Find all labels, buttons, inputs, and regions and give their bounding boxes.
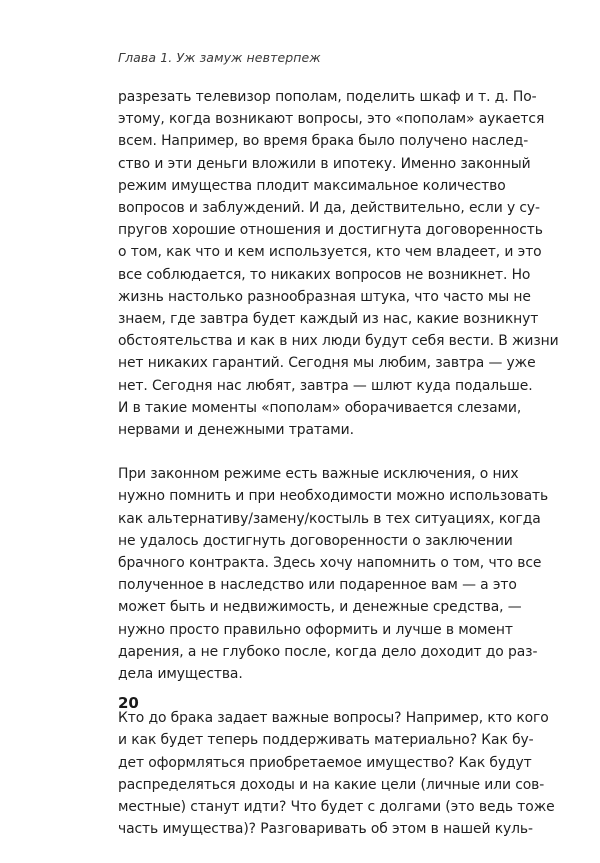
text-line: дарения, а не глубоко после, когда дело доходит до раз- (118, 643, 538, 660)
text-line: часть имущества)? Разговаривать об этом в нашей куль- (118, 821, 533, 838)
text-line: и как будет теперь поддерживать материально? Как бу- (118, 732, 534, 749)
text-line: как альтернативу/замену/костыль в тех ситуациях, когда (118, 510, 541, 527)
text-line: нет никаких гарантий. Сегодня мы любим, завтра — уже (118, 355, 536, 372)
text-line: нет. Сегодня нас любят, завтра — шлют куда подальше. (118, 377, 533, 394)
paragraph-1 (118, 86, 559, 441)
text-line: нервами и денежными тратами. (118, 422, 354, 439)
paragraph-2 (118, 463, 549, 685)
text-line: ство и эти деньги вложили в ипотеку. Именно законный (118, 155, 531, 172)
text-line: всем. Например, во время брака было получено наслед- (118, 133, 529, 150)
text-line: распределяться доходы и на какие цели (личные или сов- (118, 776, 545, 793)
text-line: режим имущества плодит максимальное количество (118, 177, 506, 194)
paragraph-3 (118, 707, 555, 840)
text-line: пругов хорошие отношения и достигнута договоренность (118, 222, 543, 239)
text-line: жизнь настолько разнообразная штука, что часто мы не (118, 288, 531, 305)
text-line: нужно просто правильно оформить и лучше в момент (118, 621, 513, 638)
text-line: нужно помнить и при необходимости можно использовать (118, 488, 549, 505)
text-line: И в такие моменты «пополам» оборачивается слезами, (118, 399, 522, 416)
text-line: полученное в наследство или подаренное вам — а это (118, 577, 517, 594)
text-line: вопросов и заблуждений. И да, действительно, если у су- (118, 200, 540, 217)
text-line: обстоятельства и как в них люди будут себя вести. В жизни (118, 333, 559, 350)
text-line: дела имущества. (118, 666, 243, 683)
text-line: может быть и недвижимость, и денежные средства, — (118, 599, 522, 616)
text-line: знаем, где завтра будет каждый из нас, какие возникнут (118, 311, 539, 328)
text-line: дет оформляться приобретаемое имущество? Как будут (118, 754, 532, 771)
text-line: Кто до брака задает важные вопросы? Например, кто кого (118, 710, 549, 727)
text-line: разрезать телевизор пополам, поделить шкаф и т. д. По- (118, 89, 537, 105)
running-head: Глава 1. Уж замуж невтерпеж (118, 50, 321, 65)
text-line: не удалось достигнуть договоренности о заключении (118, 532, 513, 549)
text-line: брачного контракта. Здесь хочу напомнить о том, что все (118, 555, 542, 572)
text-line: При законном режиме есть важные исключения, о них (118, 466, 519, 483)
body-text (118, 86, 559, 863)
text-line: местные) станут идти? Что будет с долгами (это ведь тоже (118, 799, 555, 816)
page-number: 20 (118, 694, 139, 712)
text-line: о том, как что и кем используется, кто чем владеет, и это (118, 244, 542, 261)
text-line: этому, когда возникают вопросы, это «пополам» аукается (118, 111, 545, 128)
text-line: все соблюдается, то никаких вопросов не возникнет. Но (118, 266, 531, 283)
